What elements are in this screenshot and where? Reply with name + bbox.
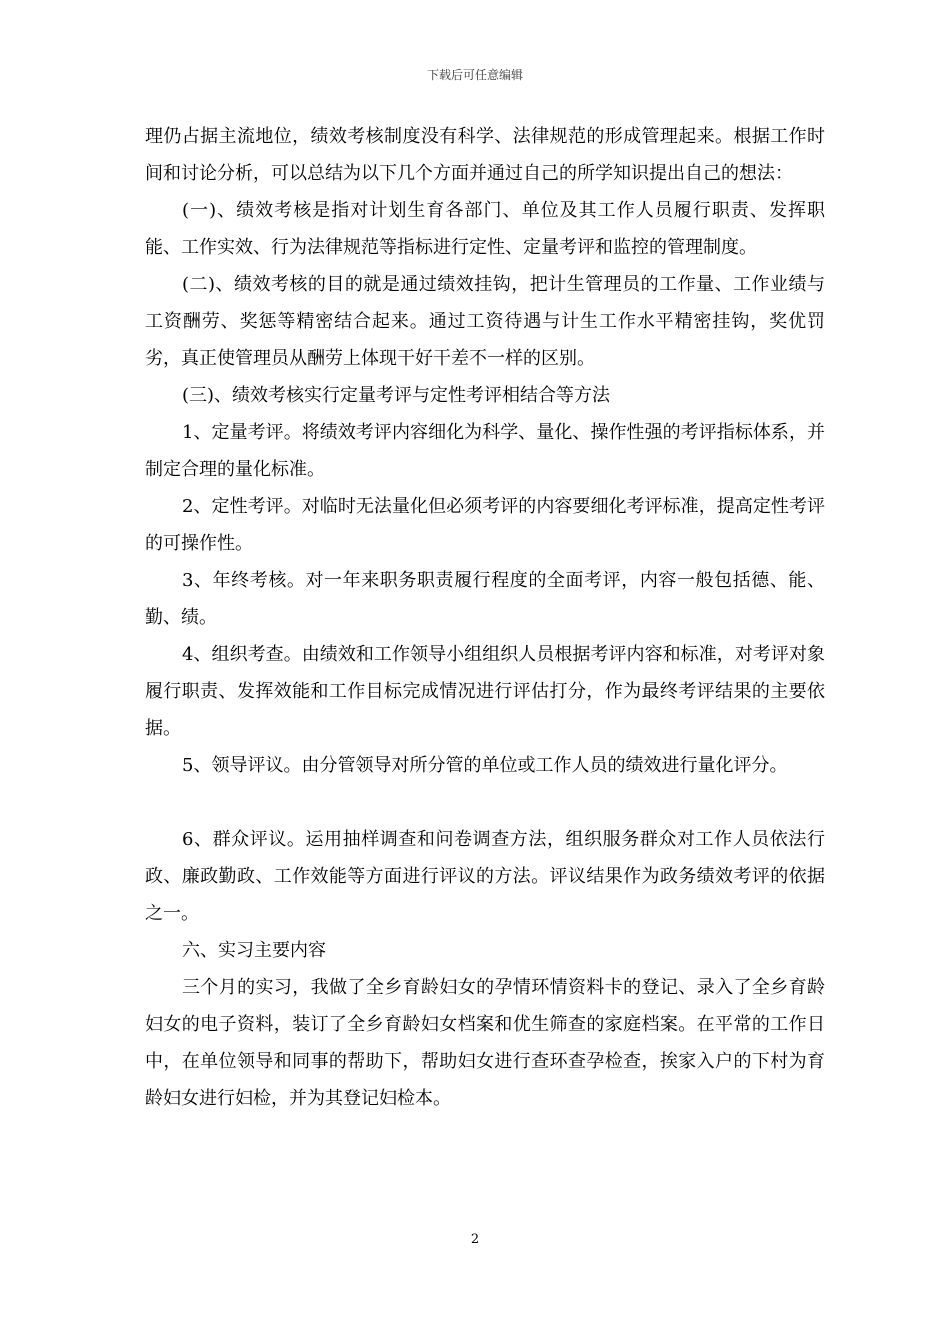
paragraph-method-3: 3、年终考核。对一年来职务职责履行程度的全面考评，内容一般包括德、能、勤、绩。 <box>145 570 825 628</box>
paragraph-item-2: (二)、绩效考核的目的就是通过绩效挂钩，把计生管理员的工作量、工作业绩与工资酬劳、奖惩等精密结合起来。通过工资待遇与计生工作水平精密挂钩，奖优罚劣，真正使管理员从酬劳上体现干好干差不一样的区别。 <box>145 274 825 369</box>
paragraph-internship-content: 三个月的实习，我做了全乡育龄妇女的孕情环情资料卡的登记、录入了全乡育龄妇女的电子资料，装订了全乡育龄妇女档案和优生筛查的家庭档案。在平常的工作日中，在单位领导和同事的帮助下，帮助妇女进行查环查孕检查，挨家入户的下村为育龄妇女进行妇检，并为其登记妇检本。 <box>145 977 825 1109</box>
paragraph-item-1: (一)、绩效考核是指对计划生育各部门、单位及其工作人员履行职责、发挥职能、工作实效、行为法律规范等指标进行定性、定量考评和监控的管理制度。 <box>145 200 825 258</box>
blank-line <box>145 784 825 821</box>
paragraph-continuation: 理仍占据主流地位，绩效考核制度没有科学、法律规范的形成管理起来。根据工作时间和讨论分析，可以总结为以下几个方面并通过自己的所学知识提出自己的想法： <box>145 126 825 184</box>
paragraph-method-1: 1、定量考评。将绩效考评内容细化为科学、量化、操作性强的考评指标体系，并制定合理的量化标准。 <box>145 422 825 480</box>
paragraph-method-4: 4、组织考查。由绩效和工作领导小组组织人员根据考评内容和标准，对考评对象履行职责、发挥效能和工作目标完成情况进行评估打分，作为最终考评结果的主要依据。 <box>145 644 825 739</box>
section-heading: 六、实习主要内容 <box>182 940 326 961</box>
paragraph-method-6: 6、群众评议。运用抽样调查和问卷调查方法，组织服务群众对工作人员依法行政、廉政勤政、工作效能等方面进行评议的方法。评议结果作为政务绩效考评的依据之一。 <box>145 829 825 924</box>
paragraph-method-5: 5、领导评议。由分管领导对所分管的单位或工作人员的绩效进行量化评分。 <box>182 755 788 776</box>
page-header: 下载后可任意编辑 <box>426 68 523 82</box>
document-body <box>145 118 825 1117</box>
page-number: 2 <box>470 1232 480 1247</box>
paragraph-item-3: (三)、绩效考核实行定量考评与定性考评相结合等方法 <box>182 385 611 406</box>
paragraph-method-2: 2、定性考评。对临时无法量化但必须考评的内容要细化考评标准，提高定性考评的可操作性。 <box>145 496 825 554</box>
